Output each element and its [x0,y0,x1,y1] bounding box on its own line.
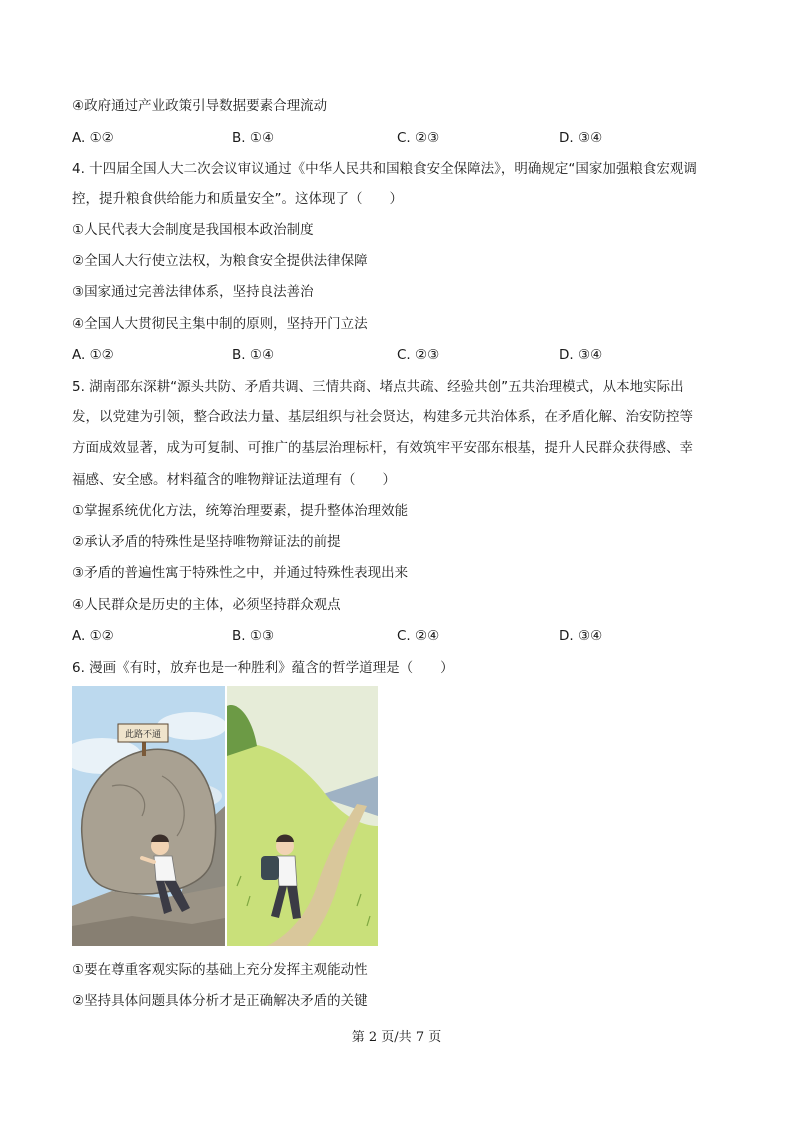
question-6-option-2: ②坚持具体问题具体分析才是正确解决矛盾的关键 [72,993,368,1009]
choice-b: B. ①④ [232,347,275,363]
question-4-choices [72,347,632,363]
comic-panel-pushing-rock [72,686,225,946]
question-3-option-4: ④政府通过产业政策引导数据要素合理流动 [72,98,328,114]
sign-text: 此路不通 [124,730,162,740]
choice-c: C. ②③ [397,130,440,146]
question-4-stem-line-2: 控，提升粮食供给能力和质量安全”。这体现了（ ） [72,191,403,207]
question-3-choices [72,130,632,146]
choice-d: D. ③④ [559,628,603,644]
question-4-stem-line-1: 4. 十四届全国人大二次会议审议通过《中华人民共和国粮食安全保障法》，明确规定“国家加强粮食宏观调 [72,161,697,177]
choice-d: D. ③④ [559,130,603,146]
choice-a: A. ①② [72,130,114,146]
question-5-stem-line-2: 发，以党建为引领，整合政法力量、基层组织与社会贤达，构建多元共治体系，在矛盾化解、治安防控等 [72,409,693,425]
question-5-stem-line-4: 福感、安全感。材料蕴含的唯物辩证法道理有（ ） [72,472,396,488]
question-4-option-1: ①人民代表大会制度是我国根本政治制度 [72,222,314,238]
question-5-option-3: ③矛盾的普遍性寓于特殊性之中，并通过特殊性表现出来 [72,565,409,581]
question-4-option-4: ④全国人大贯彻民主集中制的原则，坚持开门立法 [72,316,368,332]
question-6-option-1: ①要在尊重客观实际的基础上充分发挥主观能动性 [72,962,368,978]
comic-panel-walking-path [227,686,378,946]
choice-d: D. ③④ [559,347,603,363]
choice-b: B. ①③ [232,628,275,644]
choice-c: C. ②③ [397,347,440,363]
question-5-option-4: ④人民群众是历史的主体，必须坚持群众观点 [72,597,341,613]
choice-b: B. ①④ [232,130,275,146]
question-5-option-1: ①掌握系统优化方法，统筹治理要素，提升整体治理效能 [72,503,409,519]
choice-c: C. ②④ [397,628,440,644]
choice-a: A. ①② [72,347,114,363]
question-6-stem: 6. 漫画《有时，放弃也是一种胜利》蕴含的哲学道理是（ ） [72,660,454,676]
question-5-choices [72,628,632,644]
question-5-option-2: ②承认矛盾的特殊性是坚持唯物辩证法的前提 [72,534,341,550]
question-4-option-3: ③国家通过完善法律体系，坚持良法善治 [72,284,314,300]
question-5-stem-line-1: 5. 湖南邵东深耕“源头共防、矛盾共调、三情共商、堵点共疏、经验共创”五共治理模式，从本地实际出 [72,379,684,395]
comic-illustration [72,686,378,946]
question-5-stem-line-3: 方面成效显著，成为可复制、可推广的基层治理标杆，有效筑牢平安邵东根基，提升人民群众获得感、幸 [72,440,693,456]
question-4-option-2: ②全国人大行使立法权，为粮食安全提供法律保障 [72,253,368,269]
choice-a: A. ①② [72,628,114,644]
page-footer: 第 2 页/共 7 页 [351,1030,442,1045]
